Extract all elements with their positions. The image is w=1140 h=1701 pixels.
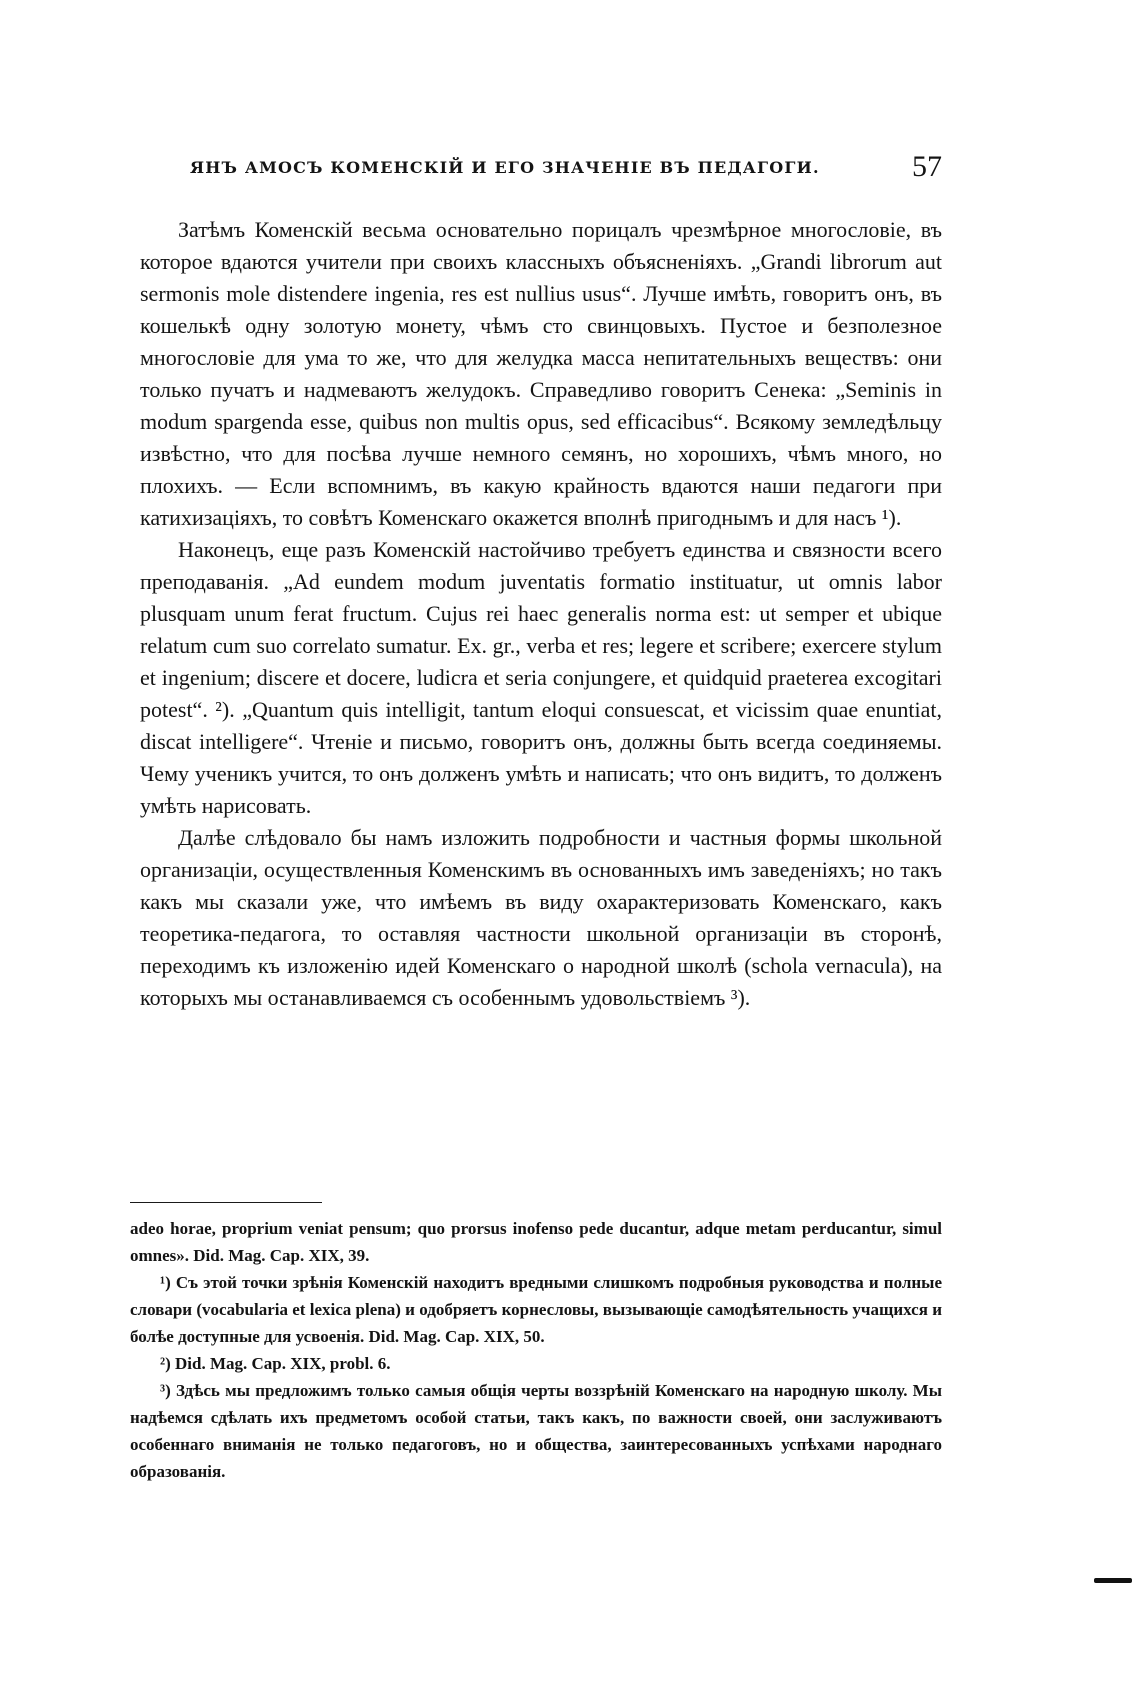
footnote-1: ¹) Съ этой точки зрѣнія Коменскій находитъ вредными слишкомъ подробныя руководства и полные словари (vocabularia et lexica plena) и одобряетъ корнесловы, вызывающіе самодѣятельность учащихся и болѣе доступные для усвоенія. Did. Mag. Cap. XIX, 50. [130, 1273, 942, 1346]
running-title: ЯНЪ АМОСЪ КОМЕНСКІЙ И ЕГО ЗНАЧЕНІЕ ВЪ ПЕДАГОГИ. [190, 158, 820, 177]
footnotes [130, 1215, 942, 1485]
running-header [190, 150, 942, 190]
main-text [140, 214, 942, 1014]
paragraph: Затѣмъ Коменскій весьма основательно порицалъ чрезмѣрное многословіе, въ которое вдаются учители при своихъ классныхъ объясненіяхъ. „Grandi librorum aut sermonis mole distendere ingenia, res est nullius usus“. Лучше имѣть, говоритъ онъ, въ кошелькѣ одну золотую монету, чѣмъ сто свинцовыхъ. Пустое и безполезное многословіе для ума то же, что для желудка масса непитательныхъ веществъ: они только пучатъ и надмеваютъ желудокъ. Справедливо говоритъ Сенека: „Seminis in modum spargenda esse, quibus non multis opus, sed efficacibus“. Всякому земледѣльцу извѣстно, что для посѣва лучше немного семянъ, но хорошихъ, чѣмъ много, но плохихъ. — Если вспомнимъ, въ какую крайность вдаются наши педагоги при катихизаціяхъ, то совѣтъ Коменскаго окажется вполнѣ пригоднымъ и для насъ ¹). [140, 217, 942, 530]
margin-mark [1094, 1578, 1132, 1583]
footnote-3: ³) Здѣсь мы предложимъ только самыя общія черты воззрѣній Коменскаго на народную школу. Мы надѣемся сдѣлать ихъ предметомъ особой статьи, такъ какъ, по важности своей, они заслуживаютъ особеннаго вниманія не только педагоговъ, но и общества, заинтересованныхъ успѣхами народнаго образованія. [130, 1381, 942, 1481]
page-number: 57 [912, 150, 942, 183]
footnote-separator [130, 1202, 322, 1203]
paragraph: Наконецъ, еще разъ Коменскій настойчиво требуетъ единства и связности всего преподаванія. „Ad eundem modum juventatis formatio instituatur, ut omnis labor plusquam unum ferat fructum. Cujus rei haec generalis norma est: ut semper et ubique relatum cum suo correlato sumatur. Ex. gr., verba et res; legere et scribere; exercere stylum et ingenium; discere et docere, ludicra et seria conjungere, et quidquid praeterea excogitari potest“. ²). „Quantum quis intelligit, tantum eloqui consuescat, et vicissim quae enuntiat, discat intelligere“. Чтеніе и письмо, говоритъ онъ, должны быть всегда соединяемы. Чему ученикъ учится, то онъ долженъ умѣть и написать; что онъ видитъ, то долженъ умѣть нарисовать. [140, 537, 942, 818]
footnote-continuation: adeo horae, proprium veniat pensum; quo prorsus inofenso pede ducantur, adque metam perducantur, simul omnes». Did. Mag. Cap. XIX, 39. [130, 1219, 942, 1265]
paragraph: Далѣе слѣдовало бы намъ изложить подробности и частныя формы школьной организаціи, осуществленныя Коменскимъ въ основанныхъ имъ заведеніяхъ; но такъ какъ мы сказали уже, что имѣемъ въ виду охарактеризовать Коменскаго, какъ теоретика-педагога, то оставляя частности школьной организаціи въ сторонѣ, переходимъ къ изложенію идей Коменскаго о народной школѣ (schola vernacula), на которыхъ мы останавливаемся съ особеннымъ удовольствіемъ ³). [140, 825, 942, 1010]
footnote-2: ²) Did. Mag. Cap. XIX, probl. 6. [160, 1354, 391, 1373]
